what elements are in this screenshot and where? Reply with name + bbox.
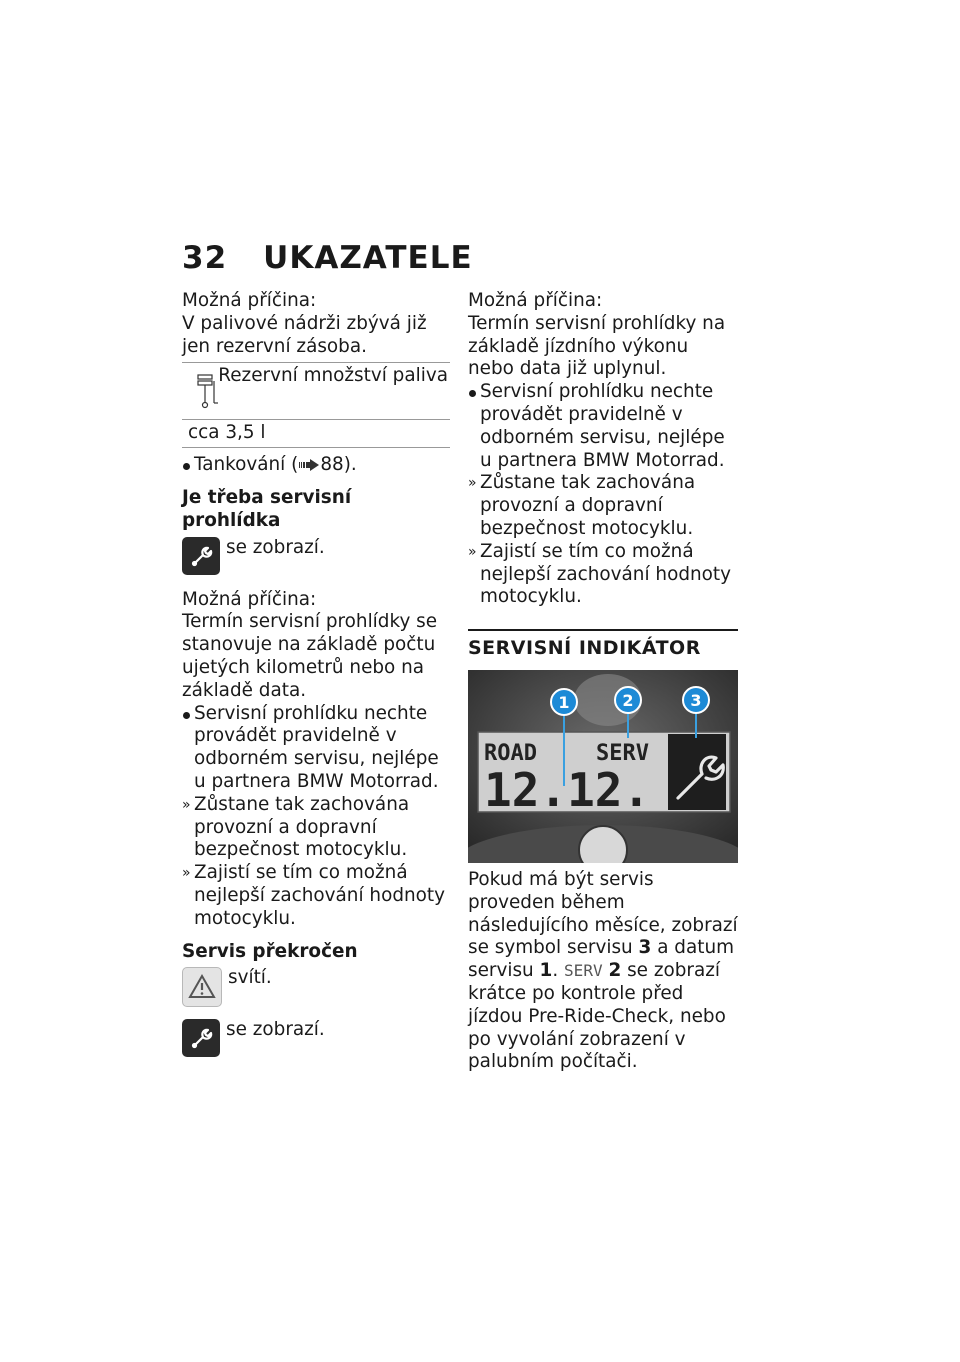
wrench-icon — [182, 1019, 220, 1057]
cause-text: Termín servisní prohlídky se stanovuje na základě počtu ujetých kilometrů nebo na základě data. — [182, 611, 438, 701]
service-indicator-display — [468, 670, 738, 863]
warning-triangle-icon — [182, 967, 222, 1007]
list-item — [182, 454, 450, 477]
list-item: Servisní prohlídku nechte provádět pravidelně v odborném servisu, nejlépe u partnera BMW Motorrad. — [468, 381, 738, 472]
list-item: » Zajistí se tím co možná nejlepší zachování hodnoty motocyklu. — [182, 862, 446, 929]
display-serv-text: SERV — [596, 740, 649, 766]
instrument-cluster-illustration — [468, 670, 738, 863]
refuel-page-ref[interactable]: 88). — [320, 454, 357, 476]
fuel-table-header-row — [182, 363, 450, 420]
page-ref-arrow-icon — [298, 459, 320, 471]
serv-code: SERV — [564, 961, 603, 981]
cause-label: Možná příčina: — [468, 290, 603, 311]
left-column — [182, 290, 450, 1057]
list-item: » Zajistí se tím co možná nejlepší zachování hodnoty motocyklu. — [468, 540, 732, 608]
display-mode-text: ROAD — [484, 740, 537, 766]
list-item: » Zůstane tak zachována provozní a dopravní bezpečnost motocyklu. — [468, 472, 696, 539]
callout-2-label: 2 — [622, 690, 634, 710]
service-icon-row — [182, 1019, 450, 1057]
cause-label: Možná příčina: — [182, 588, 317, 610]
service-icon-text: se zobrazí. — [226, 1019, 325, 1041]
fuel-table-value: cca 3,5 l — [188, 422, 266, 444]
fuel-table-header: Rezervní množství paliva — [218, 365, 448, 387]
list-item: » Zůstane tak zachována provozní a dopravní bezpečnost motocyklu. — [182, 793, 410, 861]
indicator-description: Pokud má být servis proveden během následujícího měsíce, zobrazí se symbol servisu 3 a datum servisu 1. SERV 2 se zobrazí krátce po kontrole před jízdou Pre-Ride-Check, nebo po vyvolání zobrazení v palubním počítači. — [468, 868, 738, 1073]
list-item: Servisní prohlídku nechte provádět pravidelně v odborném servisu, nejlépe u partnera BMW Motorrad. — [182, 703, 450, 794]
heading-service-overdue: Servis překročen — [182, 940, 358, 962]
page-number: 32 — [182, 240, 228, 276]
warning-icon-text: svítí. — [228, 967, 272, 989]
cause-text: Termín servisní prohlídky na základě jízdního výkonu nebo data již uplynul. — [468, 312, 726, 380]
callout-1-label: 1 — [558, 692, 570, 712]
heading-service-due: Je třeba servisní prohlídka — [182, 486, 352, 531]
service-icon-text: se zobrazí. — [226, 536, 325, 558]
warning-icon-row — [182, 967, 450, 1007]
cause-text: V palivové nádrži zbývá již jen rezervní zásoba. — [182, 312, 427, 357]
page-header — [182, 240, 473, 276]
service-icon-row — [182, 537, 450, 575]
right-column — [468, 290, 738, 1074]
display-date-text: 12.12. — [484, 762, 651, 817]
page-title: UKAZATELE — [263, 240, 473, 276]
callout-3-label: 3 — [690, 690, 702, 710]
wrench-icon — [182, 537, 220, 575]
refuel-text: Tankování ( — [194, 454, 299, 476]
cause-label: Možná příčina: — [182, 290, 317, 311]
section-title: SERVISNÍ INDIKÁTOR — [468, 629, 738, 660]
fuel-reserve-table — [182, 362, 450, 448]
